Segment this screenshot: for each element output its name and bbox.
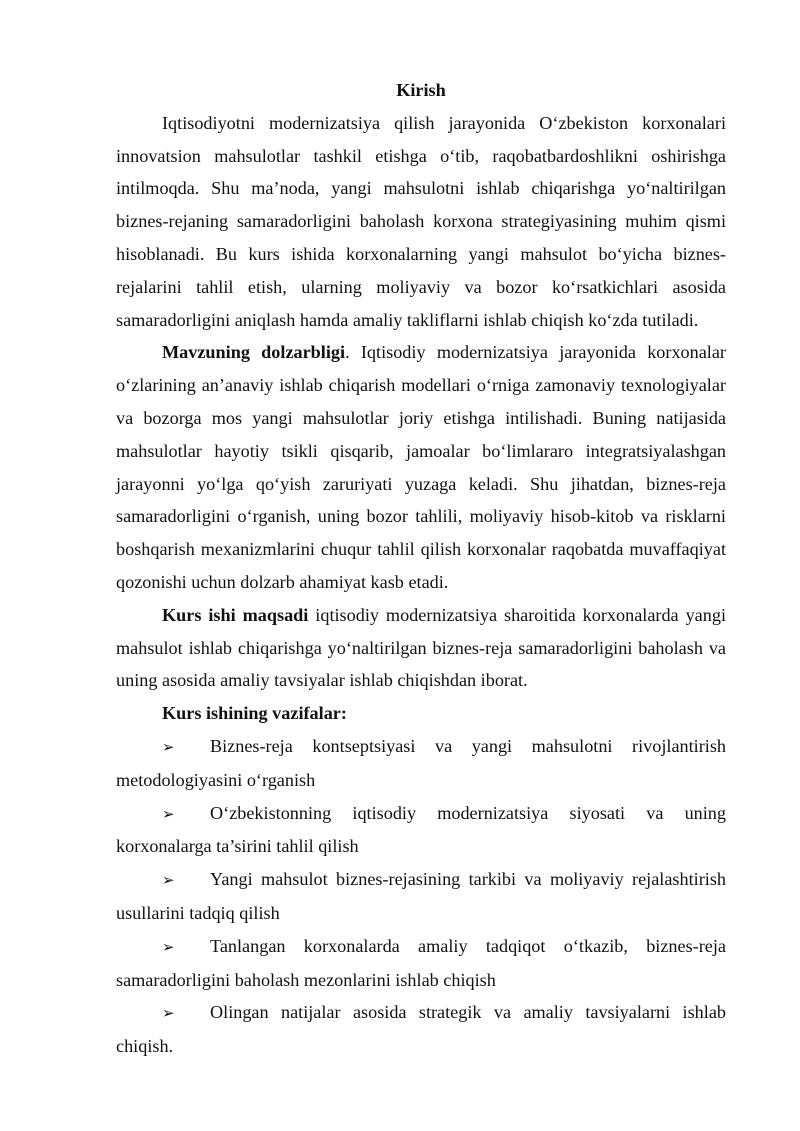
task-item	[116, 797, 726, 864]
goal-paragraph	[116, 599, 726, 697]
task-text: Tanlangan korxonalarda amaliy tadqiqot o‘tkazib, biznes-reja samaradorligini baholash mezonlarini ishlab chiqish	[116, 935, 726, 990]
task-text: Olingan natijalar asosida strategik va amaliy tavsiyalarni ishlab chiqish.	[116, 1002, 726, 1057]
relevance-paragraph	[116, 336, 726, 598]
relevance-text: . Iqtisodiy modernizatsiya jarayonida korxonalar o‘zlarining an’anaviy ishlab chiqarish modellari o‘rniga zamonaviy texnologiyalar va bozorga mos yangi mahsulotlar joriy etishga intilishadi. Buning natijasida mahsulotlar hayotiy tsikli qisqarib, jamoalar bo‘limlararo integratsiyalashgan jarayonni yo‘lga qo‘yish zaruriyati yuzaga keladi. Shu jihatdan, biznes-reja samaradorligini o‘rganish, uning bozor tahlili, moliyaviy hisob-kitob va risklarni boshqarish mexanizmlarini chuqur tahlil qilish korxonalar raqobatda muvaffaqiyat qozonishi uchun dolzarb ahamiyat kasb etadi.	[116, 342, 726, 592]
task-text: Yangi mahsulot biznes-rejasining tarkibi va moliyaviy rejalashtirish usullarini tadqiq qilish	[116, 869, 726, 923]
tasks-heading: Kurs ishining vazifalar:	[162, 703, 347, 724]
relevance-label: Mavzuning dolzarbligi	[162, 342, 346, 363]
arrowhead-bullet-icon: ➢	[162, 1004, 175, 1023]
arrowhead-bullet-icon: ➢	[162, 804, 175, 823]
arrowhead-bullet-icon: ➢	[162, 737, 175, 756]
arrowhead-bullet-icon: ➢	[162, 871, 175, 890]
goal-label: Kurs ishi maqsadi	[162, 604, 309, 625]
task-item	[116, 996, 726, 1063]
intro-paragraph: Iqtisodiyotni modernizatsiya qilish jarayonida O‘zbekiston korxonalari innovatsion mahsulotlar tashkil etishga o‘tib, raqobatbardoshlikni oshirishga intilmoqda. Shu ma’noda, yangi mahsulotni ishlab chiqarishga yo‘naltirilgan biznes-rejaning samaradorligini baholash korxona strategiyasining muhim qismi hisoblanadi. Bu kurs ishida korxonalarning yangi mahsulot bo‘yicha biznes-rejalarini tahlil etish, ularning moliyaviy va bozor ko‘rsatkichlari asosida samaradorligini aniqlash hamda amaliy takliflarni ishlab chiqish ko‘zda tutiladi.	[116, 112, 726, 330]
task-item	[116, 930, 726, 997]
arrowhead-bullet-icon: ➢	[162, 937, 175, 956]
task-text: O‘zbekistonning iqtisodiy modernizatsiya siyosati va uning korxonalarga ta’sirini tahlil qilish	[116, 802, 726, 857]
goal-text: iqtisodiy modernizatsiya sharoitida korxonalarda yangi mahsulot ishlab chiqarishga yo‘naltirilgan biznes-reja samaradorligini baholash va uning asosida amaliy tavsiyalar ishlab chiqishdan iborat.	[116, 604, 726, 691]
section-title: Kirish	[396, 80, 446, 100]
task-text: Biznes-reja kontseptsiyasi va yangi mahsulotni rivojlantirish metodologiyasini o‘rganish	[116, 735, 726, 790]
task-item	[116, 863, 726, 930]
task-item	[116, 730, 726, 797]
